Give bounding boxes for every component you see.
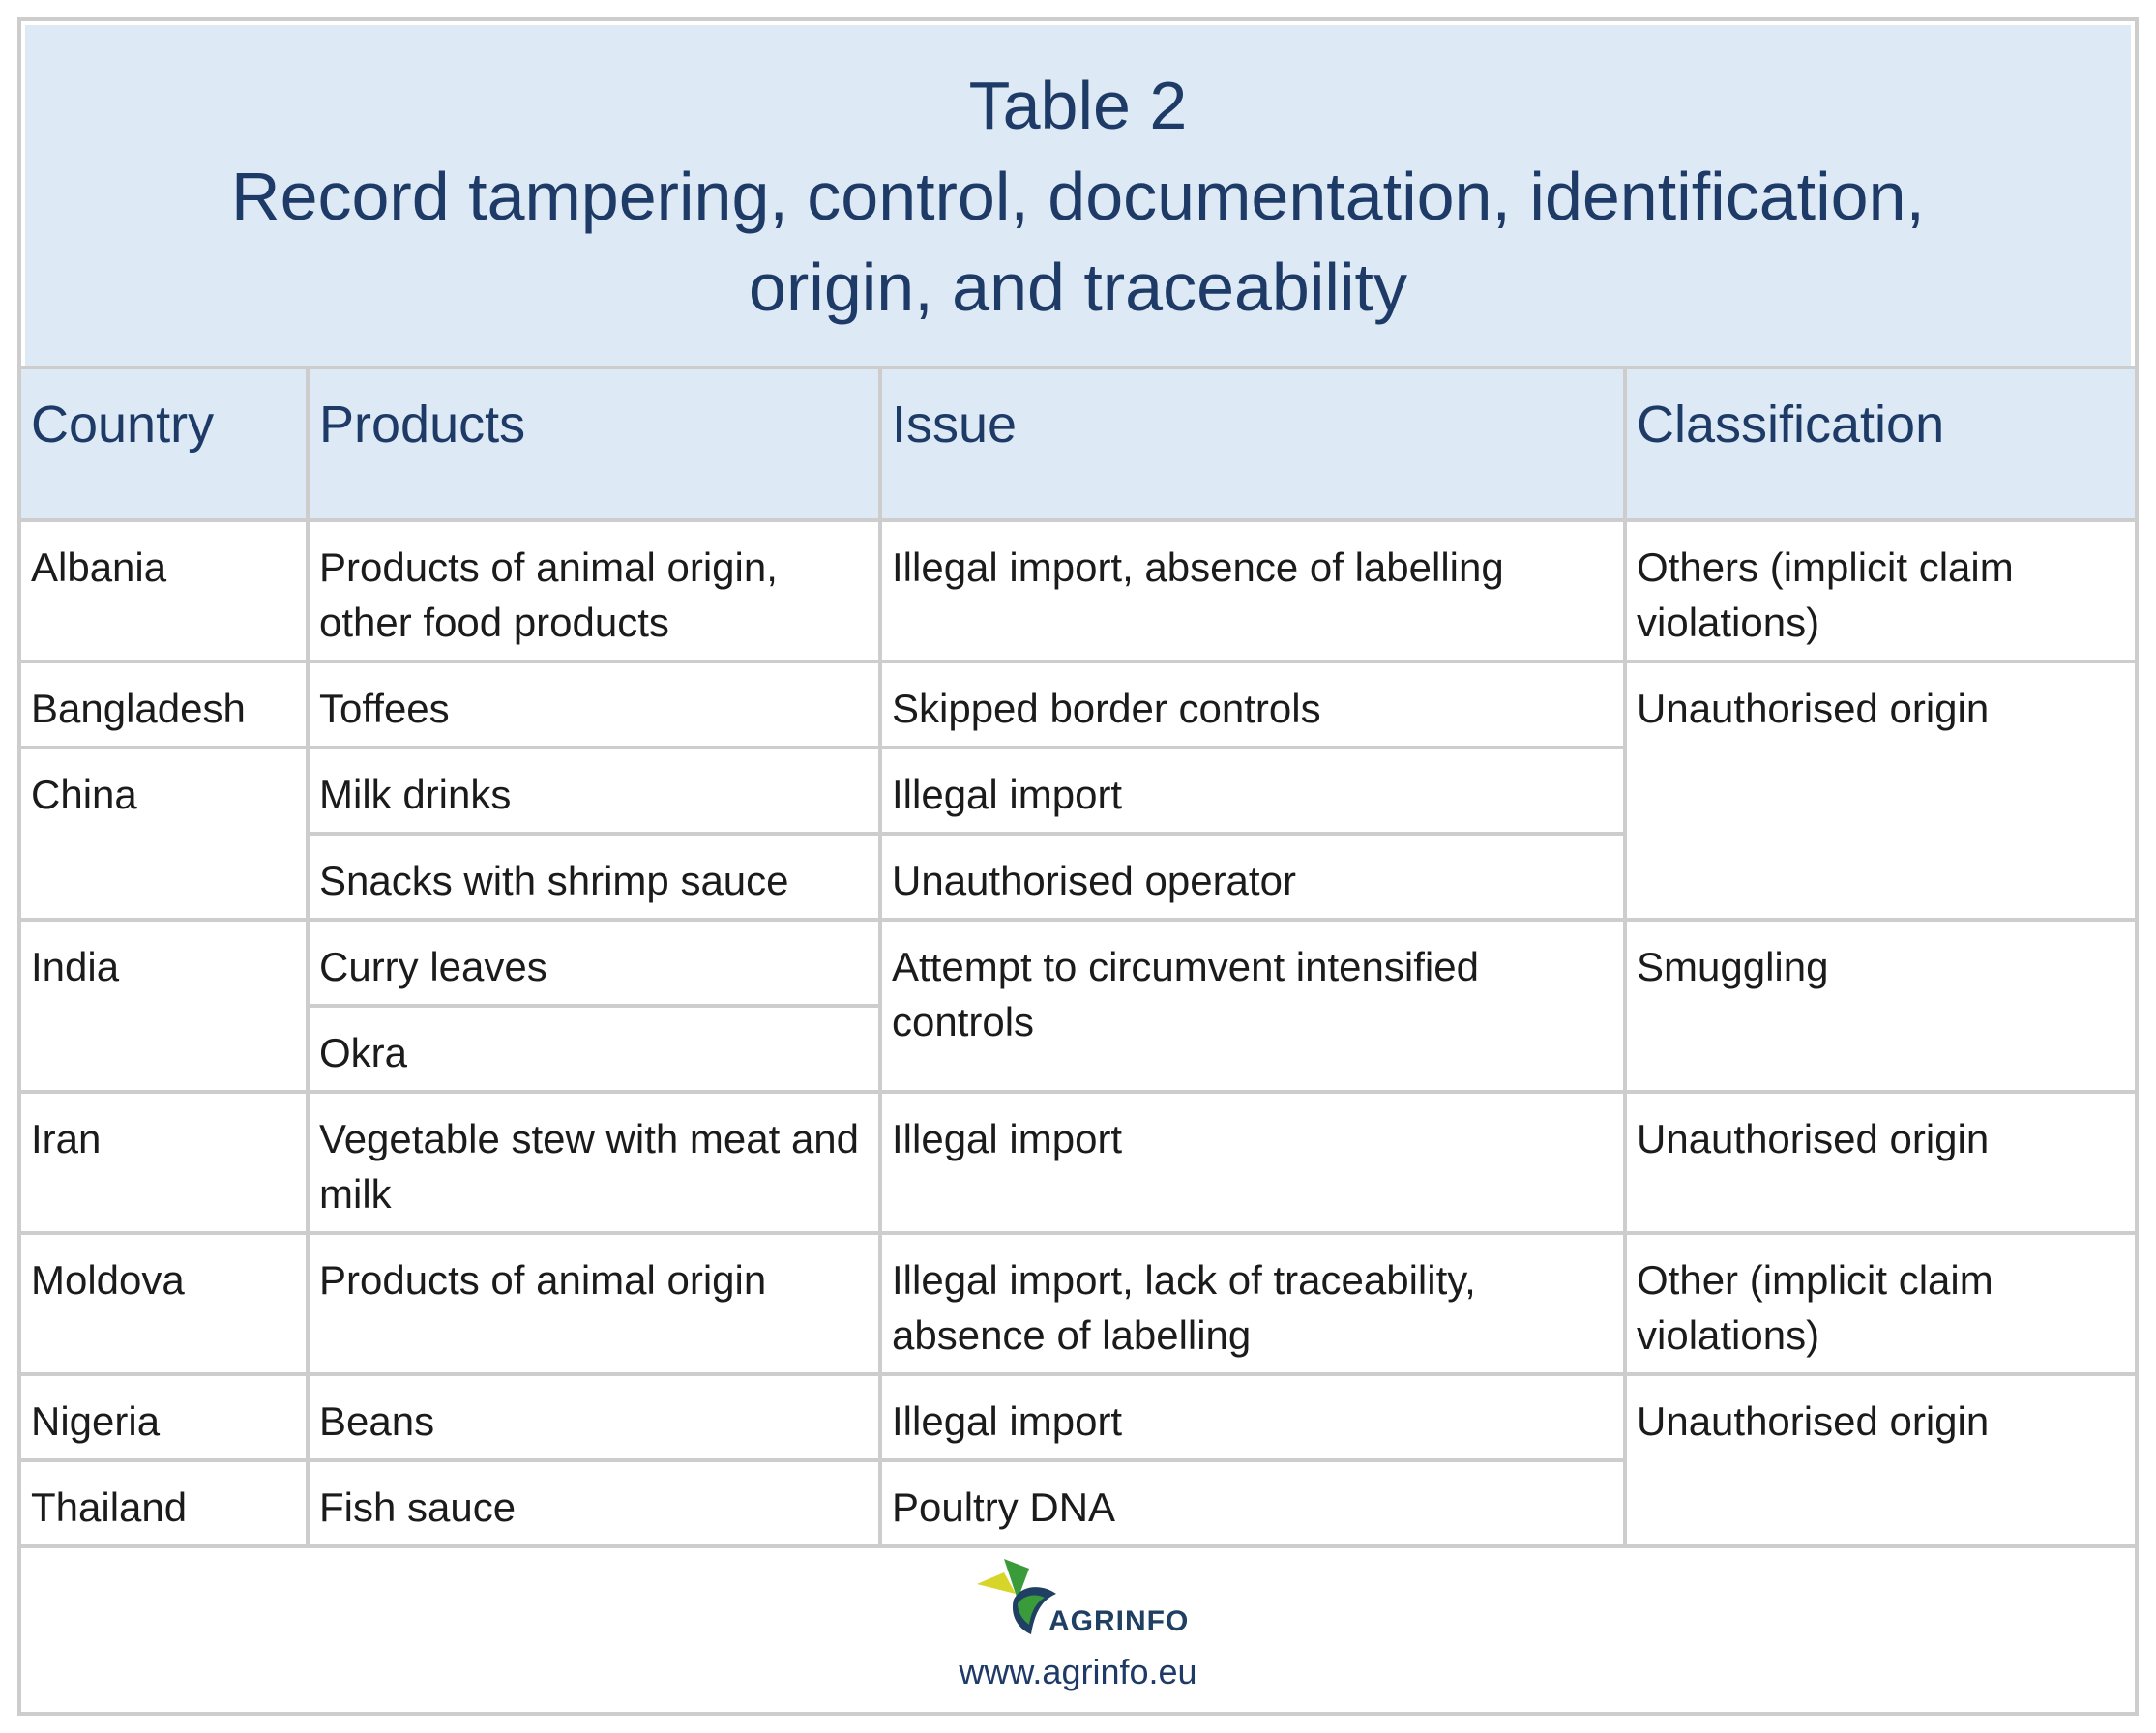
cell-products: Curry leaves: [308, 920, 880, 1006]
cell-issue: Illegal import: [880, 748, 1625, 834]
table-row: [21, 1233, 2135, 1374]
cell-classification: Others (implicit claim violations): [1625, 520, 2135, 661]
cell-country: Thailand: [21, 1460, 308, 1546]
cell-issue: Unauthorised operator: [880, 834, 1625, 920]
table-row: [21, 661, 2135, 748]
agrinfo-logo: [975, 1555, 1197, 1652]
cell-issue: Illegal import, lack of traceability, absence of labelling: [880, 1233, 1625, 1374]
cell-classification: Unauthorised origin: [1625, 1374, 2135, 1546]
header-country: Country: [21, 367, 308, 520]
table-title: [25, 25, 2131, 369]
header-row: [21, 367, 2135, 520]
header-products: Products: [308, 367, 880, 520]
cell-classification: Smuggling: [1625, 920, 2135, 1092]
cell-issue: Illegal import: [880, 1092, 1625, 1233]
logo-wordmark: AGRINFO: [1048, 1605, 1190, 1637]
cell-issue: Illegal import: [880, 1374, 1625, 1460]
cell-issue: Attempt to circumvent intensified controls: [880, 920, 1625, 1092]
table-frame: [17, 17, 2139, 1716]
cell-products: Products of animal origin, other food products: [308, 520, 880, 661]
table-row: [21, 520, 2135, 661]
cell-issue: Skipped border controls: [880, 661, 1625, 748]
header-classification: Classification: [1625, 367, 2135, 520]
cell-products: Toffees: [308, 661, 880, 748]
cell-country: Bangladesh: [21, 661, 308, 748]
cell-products: Beans: [308, 1374, 880, 1460]
cell-country: Iran: [21, 1092, 308, 1233]
title-line-3: origin, and traceability: [749, 250, 1407, 325]
cell-country: Albania: [21, 520, 308, 661]
footer: [21, 1538, 2135, 1716]
cell-products: Milk drinks: [308, 748, 880, 834]
title-line-2: Record tampering, control, documentation, identification,: [231, 159, 1925, 234]
cell-products: Snacks with shrimp sauce: [308, 834, 880, 920]
cell-classification: Unauthorised origin: [1625, 661, 2135, 920]
table-row: [21, 920, 2135, 1006]
cell-products: Okra: [308, 1006, 880, 1092]
cell-products: Vegetable stew with meat and milk: [308, 1092, 880, 1233]
cell-country: India: [21, 920, 308, 1092]
cell-country: China: [21, 748, 308, 920]
header-issue: Issue: [880, 367, 1625, 520]
cell-country: Moldova: [21, 1233, 308, 1374]
cell-issue: Poultry DNA: [880, 1460, 1625, 1546]
cell-products: Fish sauce: [308, 1460, 880, 1546]
title-line-1: Table 2: [968, 68, 1188, 143]
cell-country: Nigeria: [21, 1374, 308, 1460]
cell-classification: Other (implicit claim violations): [1625, 1233, 2135, 1374]
data-table: [21, 366, 2135, 1548]
cell-issue: Illegal import, absence of labelling: [880, 520, 1625, 661]
cell-products: Products of animal origin: [308, 1233, 880, 1374]
website-url: www.agrinfo.eu: [959, 1652, 1197, 1691]
cell-classification: Unauthorised origin: [1625, 1092, 2135, 1233]
table-row: [21, 1374, 2135, 1460]
table-row: [21, 1092, 2135, 1233]
